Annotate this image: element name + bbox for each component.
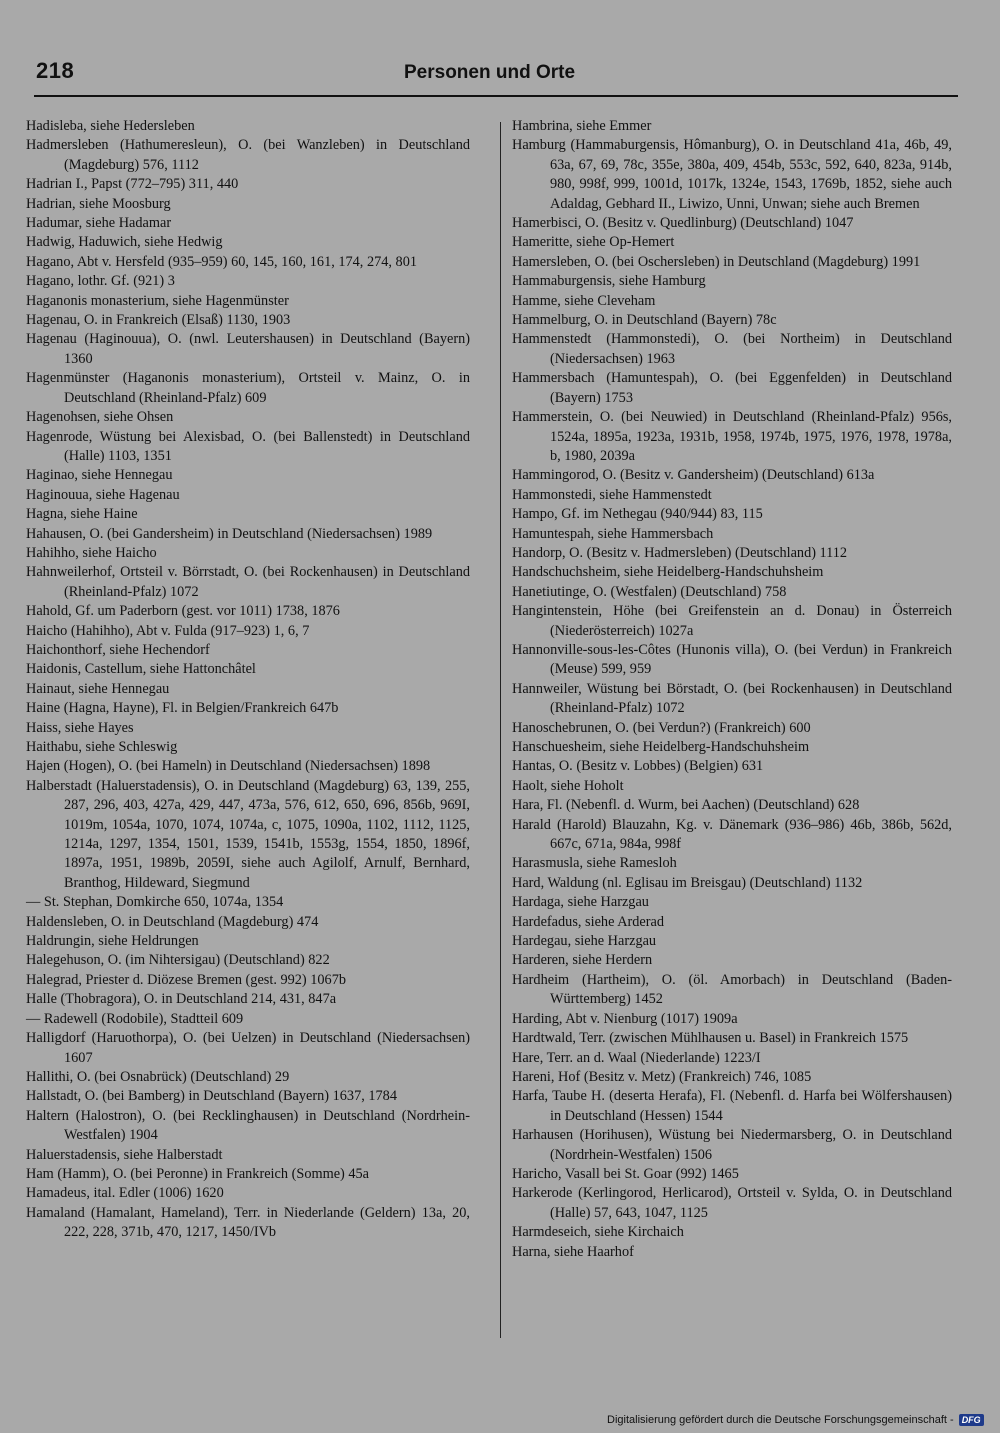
index-entry: Hampo, Gf. im Nethegau (940/944) 83, 115	[512, 506, 763, 523]
index-entry: Haolt, siehe Hoholt	[512, 777, 624, 794]
index-entry: Hamuntespah, siehe Hammersbach	[512, 525, 714, 542]
index-entry: Hambrina, siehe Emmer	[512, 118, 652, 134]
index-entry: Hammelburg, O. in Deutschland (Bayern) 78c	[512, 312, 777, 329]
index-entry: Haricho, Vasall bei St. Goar (992) 1465	[512, 1165, 739, 1182]
index-entry: Hahihho, siehe Haicho	[26, 544, 157, 561]
index-entry: Hardheim (Hartheim), O. (öl. Amorbach) in Deutschland (Baden-Württemberg) 1452	[512, 971, 952, 1008]
index-entry: Hadumar, siehe Hadamar	[26, 215, 172, 232]
index-entry: Haldrungin, siehe Heldrungen	[26, 933, 199, 950]
index-entry: Hardtwald, Terr. (zwischen Mühlhausen u. Basel) in Frankreich 1575	[512, 1030, 909, 1047]
index-entry: Hagenmünster (Haganonis monasterium), Ortsteil v. Mainz, O. in Deutschland (Rheinland-Pfalz) 609	[26, 370, 470, 406]
index-entry: Harding, Abt v. Nienburg (1017) 1909a	[512, 1010, 738, 1027]
index-entry: Hare, Terr. an d. Waal (Niederlande) 1223/I	[512, 1049, 761, 1066]
index-entry: Haluerstadensis, siehe Halberstadt	[26, 1146, 223, 1163]
index-entry: Hamerbisci, O. (Besitz v. Quedlinburg) (Deutschland) 1047	[512, 215, 854, 232]
index-entry: Halegrad, Priester d. Diözese Bremen (gest. 992) 1067b	[26, 971, 346, 988]
index-entry: Hamaland (Hamalant, Hameland), Terr. in Niederlande (Geldern) 13a, 20, 222, 228, 371b, 470, 1217, 1450/IVb	[26, 1204, 470, 1241]
index-entry: Hagenohsen, siehe Ohsen	[26, 409, 174, 426]
index-entry: Handorp, O. (Besitz v. Hadmersleben) (Deutschland) 1112	[512, 544, 848, 561]
index-entry: Hammingorod, O. (Besitz v. Gandersheim) (Deutschland) 613a	[512, 467, 875, 484]
index-entry: Harderen, siehe Herdern	[512, 952, 653, 969]
index-entry: Haginouua, siehe Hagenau	[26, 486, 180, 503]
index-entry: Hammerstein, O. (bei Neuwied) in Deutschland (Rheinland-Pfalz) 956s, 1524a, 1895a, 1923a, 1931b, 1958, 1974b, 1975, 1976, 1978, 1978a, b, 1980, 2039a	[512, 409, 952, 464]
index-entry: Hammonstedi, siehe Hammenstedt	[512, 486, 712, 503]
index-entry: Hammersbach (Hamuntespah), O. (bei Eggenfelden) in Deutschland (Bayern) 1753	[512, 370, 952, 406]
index-entry: Hamme, siehe Cleveham	[512, 292, 656, 309]
index-entry: Hardegau, siehe Harzgau	[512, 933, 657, 950]
index-entry: Hagano, lothr. Gf. (921) 3	[26, 273, 175, 290]
index-entry: Haiss, siehe Hayes	[26, 719, 134, 736]
index-entry: Harasmusla, siehe Ramesloh	[512, 855, 677, 872]
index-entry: Hahnweilerhof, Ortsteil v. Börrstadt, O. (bei Rockenhausen) in Deutschland (Rheinland-Pfalz) 1072	[26, 564, 470, 600]
index-entry: Hadisleba, siehe Hedersleben	[26, 118, 195, 134]
right-column	[512, 117, 952, 1262]
index-entry: — St. Stephan, Domkirche 650, 1074a, 1354	[26, 894, 284, 911]
index-entry: Hammaburgensis, siehe Hamburg	[512, 273, 706, 290]
index-entry: Hahausen, O. (bei Gandersheim) in Deutschland (Niedersachsen) 1989	[26, 525, 433, 542]
index-entry: Hagenau (Haginouua), O. (nwl. Leutershausen) in Deutschland (Bayern) 1360	[26, 331, 470, 367]
index-entry: Hangintenstein, Höhe (bei Greifenstein an d. Donau) in Österreich (Niederösterreich) 1027a	[512, 603, 952, 639]
index-entry: Hagenrode, Wüstung bei Alexisbad, O. (bei Ballenstedt) in Deutschland (Halle) 1103, 1351	[26, 428, 470, 464]
index-entry: Hardefadus, siehe Arderad	[512, 913, 665, 930]
index-entry: Halegehuson, O. (im Nihtersigau) (Deutschland) 822	[26, 952, 330, 969]
index-entry: Hanoschebrunen, O. (bei Verdun?) (Frankreich) 600	[512, 719, 811, 736]
page-title: Personen und Orte	[404, 62, 576, 83]
index-entry: Hard, Waldung (nl. Eglisau im Breisgau) (Deutschland) 1132	[512, 874, 863, 891]
index-entry: Haichonthorf, siehe Hechendorf	[26, 641, 210, 658]
index-entry: Hareni, Hof (Besitz v. Metz) (Frankreich) 746, 1085	[512, 1068, 812, 1085]
index-entry: Haldensleben, O. in Deutschland (Magdeburg) 474	[26, 913, 319, 930]
header-rule	[34, 95, 958, 97]
index-entry: Hanetiutinge, O. (Westfalen) (Deutschland) 758	[512, 583, 787, 600]
index-entry: Handschuchsheim, siehe Heidelberg-Handschuhsheim	[512, 564, 824, 581]
index-entry: Haidonis, Castellum, siehe Hattonchâtel	[26, 661, 256, 678]
left-column	[26, 117, 470, 1243]
index-entry: Hajen (Hogen), O. (bei Hameln) in Deutschland (Niedersachsen) 1898	[26, 758, 431, 775]
index-entry: Hamburg (Hammaburgensis, Hômanburg), O. in Deutschland 41a, 46b, 49, 63a, 67, 69, 78c, 355e, 380a, 409, 454b, 553c, 592, 640, 823a, 914b, 980, 998f, 999, 1001d, 1017k, 1324e, 1543, 1769b, 1852, siehe auch Adaldag, Gebhard II., Liwizo, Unni, Unwan; siehe auch Bremen	[512, 137, 952, 212]
index-entry: Hantas, O. (Besitz v. Lobbes) (Belgien) 631	[512, 758, 764, 775]
index-entry: Harald (Harold) Blauzahn, Kg. v. Dänemark (936–986) 46b, 386b, 562d, 667c, 671a, 984a, 998f	[512, 816, 952, 853]
index-entry: Hagano, Abt v. Hersfeld (935–959) 60, 145, 160, 161, 174, 274, 801	[26, 253, 417, 270]
index-entry: Harna, siehe Haarhof	[512, 1243, 634, 1260]
index-entry: Hannweiler, Wüstung bei Börstadt, O. (bei Rockenhausen) in Deutschland (Rheinland-Pfalz) 1072	[512, 680, 952, 717]
index-entry: Hara, Fl. (Nebenfl. d. Wurm, bei Aachen) (Deutschland) 628	[512, 797, 860, 814]
index-entry: Hagna, siehe Haine	[26, 506, 138, 523]
index-entry: Hanschuesheim, siehe Heidelberg-Handschuhsheim	[512, 739, 810, 755]
index-entry: Hameritte, siehe Op-Hemert	[512, 234, 675, 251]
index-entry: Harkerode (Kerlingorod, Herlicarod), Ortsteil v. Sylda, O. in Deutschland (Halle) 57, 643, 1047, 1125	[512, 1185, 952, 1221]
index-entry: Haltern (Halostron), O. (bei Recklinghausen) in Deutschland (Nordrhein-Westfalen) 1904	[26, 1107, 470, 1144]
index-entry: Harhausen (Horihusen), Wüstung bei Niedermarsberg, O. in Deutschland (Nordrhein-Westfalen) 1506	[512, 1127, 952, 1163]
index-entry: Hammenstedt (Hammonstedi), O. (bei Northeim) in Deutschland (Niedersachsen) 1963	[512, 331, 952, 367]
index-entry: Ham (Hamm), O. (bei Peronne) in Frankreich (Somme) 45a	[26, 1165, 370, 1182]
dfg-logo-icon: DFG	[959, 1414, 984, 1426]
index-entry: Harfa, Taube H. (deserta Herafa), Fl. (Nebenfl. d. Harfa bei Wölfershausen) in Deutschland (Hessen) 1544	[512, 1088, 952, 1124]
index-entry: Haithabu, siehe Schleswig	[26, 739, 178, 755]
footer	[607, 1414, 984, 1426]
index-entry: Harmdeseich, siehe Kirchaich	[512, 1224, 684, 1241]
index-entry: Halberstadt (Haluerstadensis), O. in Deutschland (Magdeburg) 63, 139, 255, 287, 296, 403, 427a, 429, 447, 473a, 576, 612, 650, 696, 856b, 969I, 1019m, 1054a, 1070, 1074, 1074a, c, 1075, 1090a, 1102, 1112, 1125, 1214a, 1297, 1354, 1501, 1539, 1541b, 1553g, 1554, 1850, 1896f, 1897a, 1951, 1989b, 2059I, siehe auch Agilolf, Arnulf, Bernhard, Branthog, Hildeward, Siegmund	[26, 777, 470, 891]
index-entry: Haginao, siehe Hennegau	[26, 467, 173, 484]
index-entry: Halligdorf (Haruothorpa), O. (bei Uelzen) in Deutschland (Niedersachsen) 1607	[26, 1030, 470, 1066]
index-entry: Halle (Thobragora), O. in Deutschland 214, 431, 847a	[26, 991, 337, 1008]
index-entry: Hardaga, siehe Harzgau	[512, 894, 649, 911]
index-entry: Hannonville-sous-les-Côtes (Hunonis villa), O. (bei Verdun) in Frankreich (Meuse) 599, 959	[512, 641, 952, 678]
index-entry: Hadrian, siehe Moosburg	[26, 195, 171, 212]
index-entry: Hagenau, O. in Frankreich (Elsaß) 1130, 1903	[26, 312, 291, 329]
page-number: 218	[36, 58, 75, 83]
index-entry: Hahold, Gf. um Paderborn (gest. vor 1011) 1738, 1876	[26, 603, 340, 620]
index-entry: Hadmersleben (Hathumeresleun), O. (bei Wanzleben) in Deutschland (Magdeburg) 576, 1112	[26, 137, 470, 173]
column-divider	[500, 122, 501, 1338]
index-entry: Hadrian I., Papst (772–795) 311, 440	[26, 176, 239, 193]
index-entry: Haicho (Hahihho), Abt v. Fulda (917–923) 1, 6, 7	[26, 622, 310, 639]
index-entry: Haganonis monasterium, siehe Hagenmünster	[26, 292, 289, 309]
index-entry: Hamersleben, O. (bei Oschersleben) in Deutschland (Magdeburg) 1991	[512, 253, 921, 270]
index-entry: Hadwig, Haduwich, siehe Hedwig	[26, 234, 223, 251]
footer-text: Digitalisierung gefördert durch die Deutsche Forschungsgemeinschaft -	[607, 1414, 954, 1426]
index-entry: Hallstadt, O. (bei Bamberg) in Deutschland (Bayern) 1637, 1784	[26, 1088, 397, 1105]
index-entry: Haine (Hagna, Hayne), Fl. in Belgien/Frankreich 647b	[26, 700, 339, 717]
index-entry: — Radewell (Rodobile), Stadtteil 609	[26, 1010, 244, 1027]
index-entry: Hamadeus, ital. Edler (1006) 1620	[26, 1185, 224, 1202]
index-entry: Hainaut, siehe Hennegau	[26, 680, 170, 697]
index-entry: Hallithi, O. (bei Osnabrück) (Deutschland) 29	[26, 1068, 290, 1085]
